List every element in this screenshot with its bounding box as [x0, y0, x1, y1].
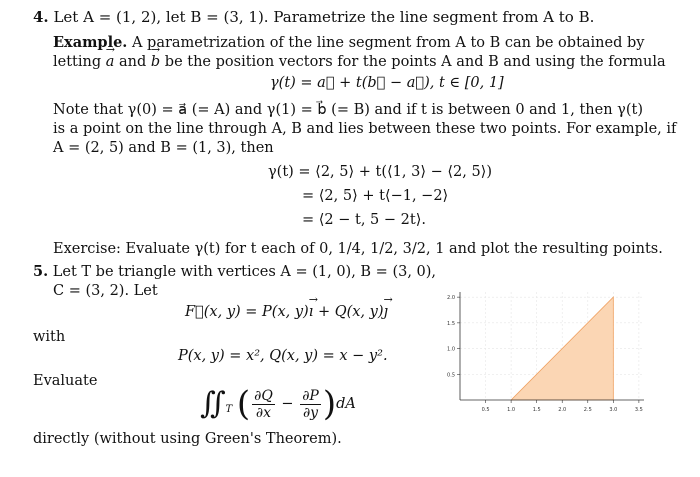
x-tick-label: 1.5 — [532, 407, 541, 413]
dx: ∂x — [255, 404, 272, 421]
double-integral — [200, 382, 356, 428]
parametrization-formula: γ(t) = a⃗ + t(b⃗ − a⃗), t ∈ [0, 1] — [270, 75, 504, 91]
integral-region: T — [225, 403, 233, 415]
vector-field-definition — [185, 303, 388, 321]
x-tick-label: 1.0 — [507, 407, 516, 413]
dy: ∂y — [302, 404, 319, 421]
field-lhs: F⃗(x, y) = P(x, y) — [185, 304, 309, 320]
y-tick-label: 0.5 — [447, 372, 455, 379]
with-label: with — [33, 329, 66, 345]
integral-sign: ∬ — [200, 386, 226, 421]
problem-4-number: 4. — [33, 8, 49, 26]
note-line-3: A = (2, 5) and B = (1, 3), then — [53, 140, 274, 156]
triangle-plot — [440, 288, 650, 418]
problem-4-heading — [33, 8, 594, 26]
example-text: A parametrization of the line segment from A to B can be obtained by — [131, 35, 645, 51]
unit-j: → ȷ — [384, 303, 389, 321]
problem-5-line-1 — [33, 263, 436, 281]
field-mid: + Q(x, y) — [313, 304, 384, 320]
problem-5-text: Let T be triangle with vertices A = (1, 0), B = (3, 0), — [52, 264, 437, 280]
vector-b: → b — [151, 53, 160, 71]
example-line-1 — [53, 34, 644, 52]
calc-line-3: = ⟨2 − t, 5 − 2t⟩. — [302, 212, 426, 228]
problem-4-statement: Let A = (1, 2), let B = (3, 1). Parametrize the line segment from A to B. — [53, 8, 595, 26]
note-line-2: is a point on the line through A, B and lies between these two points. For example, if — [53, 121, 677, 137]
example-line-2 — [53, 53, 666, 71]
problem-5-line-2: C = (3, 2). Let — [53, 283, 158, 299]
calc-line-2: = ⟨2, 5⟩ + t⟨−1, −2⟩ — [302, 188, 449, 204]
y-tick-label: 1.5 — [447, 320, 455, 327]
frac-dq-dx — [252, 388, 275, 421]
x-tick-label: 2.5 — [583, 407, 592, 413]
note-line-1: Note that γ(0) = a⃗ (= A) and γ(1) = b⃗ (= B) and if t is between 0 and 1, then γ(t) — [53, 102, 643, 118]
problem-5-number: 5. — [33, 263, 49, 280]
example-line2-b: and — [119, 54, 147, 70]
evaluate-label: Evaluate — [33, 373, 98, 389]
example-line2-a: letting — [53, 54, 102, 70]
calc-line-1: γ(t) = ⟨2, 5⟩ + t(⟨1, 3⟩ − ⟨2, 5⟩) — [268, 164, 492, 180]
example-label: Example. — [53, 34, 128, 51]
right-paren: ) — [322, 384, 337, 424]
dp: ∂P — [302, 387, 319, 404]
dq: ∂Q — [254, 387, 273, 404]
area-element: dA — [336, 396, 356, 412]
x-tick-label: 2.0 — [558, 407, 567, 413]
minus-sign: − — [281, 396, 294, 412]
x-tick-label: 0.5 — [481, 407, 490, 413]
p-q-definition: P(x, y) = x², Q(x, y) = x − y². — [178, 348, 388, 364]
vector-a: → a — [106, 53, 115, 71]
unit-i: → ı — [309, 303, 314, 321]
y-tick-label: 1.0 — [447, 346, 455, 353]
x-tick-label: 3.5 — [634, 407, 643, 413]
example-line2-c: be the position vectors for the points A and B and using the formula — [164, 54, 666, 70]
exercise-text: Exercise: Evaluate γ(t) for t each of 0, 1/4, 1/2, 3/2, 1 and plot the resulting points. — [53, 241, 663, 257]
closing-text: directly (without using Green's Theorem). — [33, 431, 342, 447]
y-tick-label: 2.0 — [447, 295, 455, 302]
x-tick-label: 3.0 — [609, 407, 618, 413]
left-paren: ( — [236, 384, 251, 424]
frac-dp-dy — [300, 388, 321, 421]
